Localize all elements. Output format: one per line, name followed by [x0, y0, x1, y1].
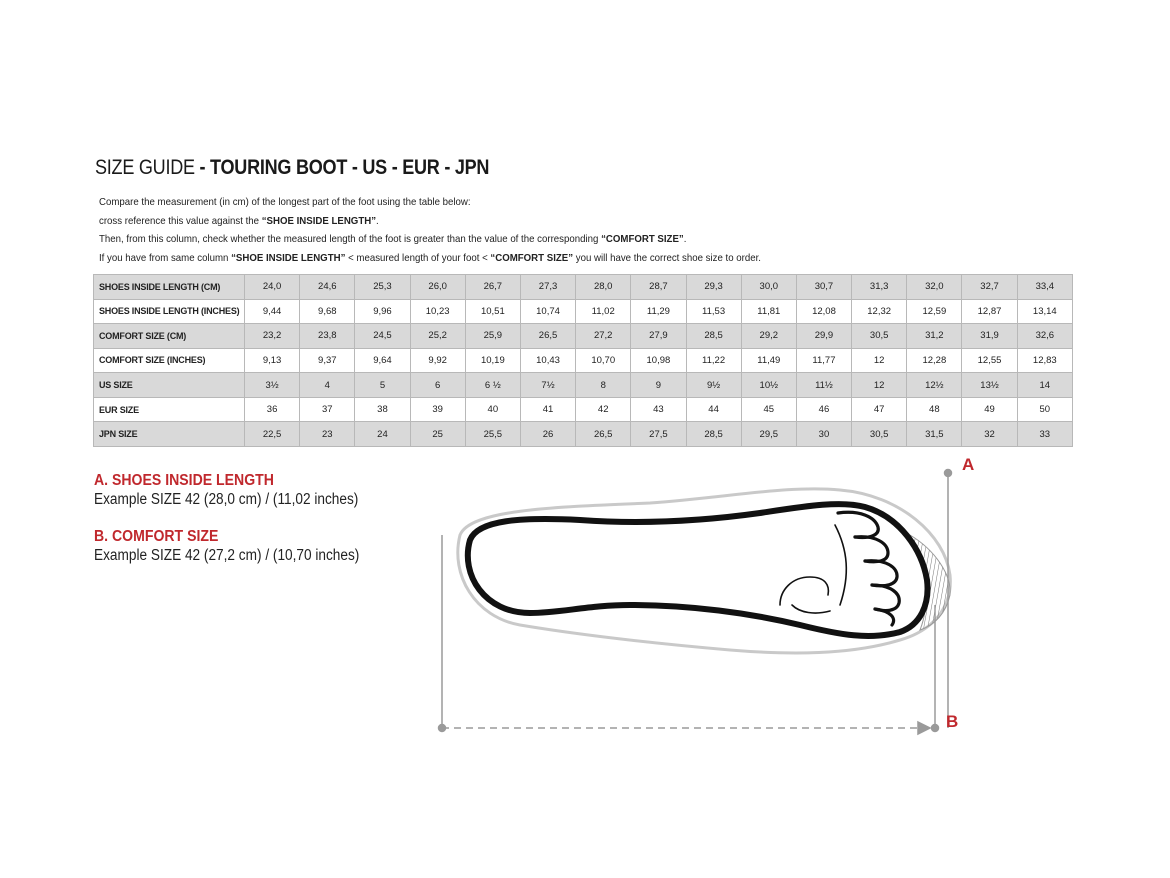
table-cell: 50: [1017, 397, 1072, 422]
instructions: [99, 193, 761, 267]
table-cell: 30: [796, 422, 851, 447]
table-cell: 26,5: [520, 324, 575, 349]
table-cell: 30,0: [741, 275, 796, 300]
table-cell: 9,68: [300, 299, 355, 324]
table-cell: 48: [907, 397, 962, 422]
table-cell: 24,6: [300, 275, 355, 300]
table-cell: 23: [300, 422, 355, 447]
table-cell: 11,29: [631, 299, 686, 324]
table-cell: 25,2: [410, 324, 465, 349]
table-cell: 7½: [520, 373, 575, 398]
table-cell: 32,0: [907, 275, 962, 300]
legend-b-title: B. COMFORT SIZE: [94, 528, 219, 545]
table-cell: 12,87: [962, 299, 1017, 324]
row-label: SHOES INSIDE LENGTH (CM): [94, 275, 245, 300]
instruction-line-1: Compare the measurement (in cm) of the longest part of the foot using the table below:: [99, 196, 471, 208]
legend-b-example: Example SIZE 42 (27,2 cm) / (10,70 inches): [94, 547, 360, 564]
table-cell: 4: [300, 373, 355, 398]
table-cell: 37: [300, 397, 355, 422]
table-cell: 13,14: [1017, 299, 1072, 324]
table-cell: 30,7: [796, 275, 851, 300]
row-label: US SIZE: [94, 373, 245, 398]
table-cell: 10,74: [520, 299, 575, 324]
table-cell: 9,96: [355, 299, 410, 324]
table-row: [94, 373, 1073, 398]
instruction-line-2: cross reference this value against the “SHOE INSIDE LENGTH”.: [99, 214, 379, 227]
table-cell: 29,5: [741, 422, 796, 447]
table-cell: 12½: [907, 373, 962, 398]
table-cell: 23,2: [245, 324, 300, 349]
table-cell: 46: [796, 397, 851, 422]
table-cell: 28,5: [686, 324, 741, 349]
table-cell: 10½: [741, 373, 796, 398]
table-cell: 49: [962, 397, 1017, 422]
table-cell: 9,13: [245, 348, 300, 373]
legend-a: [94, 472, 358, 509]
table-cell: 12,55: [962, 348, 1017, 373]
table-cell: 28,7: [631, 275, 686, 300]
table-cell: 31,3: [852, 275, 907, 300]
table-cell: 9: [631, 373, 686, 398]
table-row: [94, 324, 1073, 349]
table-cell: 10,19: [465, 348, 520, 373]
table-cell: 12,28: [907, 348, 962, 373]
foot-sole: [468, 504, 928, 636]
table-cell: 11,02: [576, 299, 631, 324]
table-cell: 30,5: [852, 324, 907, 349]
table-cell: 27,2: [576, 324, 631, 349]
table-cell: 12: [852, 373, 907, 398]
table-cell: 36: [245, 397, 300, 422]
marker-a: A: [962, 455, 975, 474]
table-cell: 26,0: [410, 275, 465, 300]
table-cell: 3½: [245, 373, 300, 398]
table-row: [94, 422, 1073, 447]
table-row: [94, 348, 1073, 373]
table-cell: 25: [410, 422, 465, 447]
table-cell: 12,59: [907, 299, 962, 324]
table-cell: 45: [741, 397, 796, 422]
table-cell: 24,5: [355, 324, 410, 349]
row-label: SHOES INSIDE LENGTH (INCHES): [94, 299, 245, 324]
legend-b: [94, 528, 359, 565]
table-cell: 10,23: [410, 299, 465, 324]
table-cell: 11,49: [741, 348, 796, 373]
arch-lines: [780, 525, 846, 613]
table-cell: 40: [465, 397, 520, 422]
table-cell: 43: [631, 397, 686, 422]
table-cell: 9,92: [410, 348, 465, 373]
instruction-line-4: If you have from same column “SHOE INSIDE LENGTH” < measured length of your foot < “COMFORT SIZE” you will have the correct shoe size to order.: [99, 251, 761, 264]
table-cell: 12,32: [852, 299, 907, 324]
row-label: COMFORT SIZE (INCHES): [94, 348, 245, 373]
table-row: [94, 299, 1073, 324]
table-cell: 11,22: [686, 348, 741, 373]
table-cell: 11,53: [686, 299, 741, 324]
table-cell: 26,7: [465, 275, 520, 300]
table-cell: 41: [520, 397, 575, 422]
marker-b: B: [946, 712, 959, 731]
table-cell: 31,9: [962, 324, 1017, 349]
table-cell: 10,98: [631, 348, 686, 373]
table-cell: 27,9: [631, 324, 686, 349]
table-cell: 39: [410, 397, 465, 422]
table-cell: 13½: [962, 373, 1017, 398]
table-cell: 27,3: [520, 275, 575, 300]
table-cell: 31,2: [907, 324, 962, 349]
table-cell: 12,08: [796, 299, 851, 324]
table-cell: 9,37: [300, 348, 355, 373]
table-cell: 9,64: [355, 348, 410, 373]
legend-a-example: Example SIZE 42 (28,0 cm) / (11,02 inches): [94, 491, 359, 508]
table-cell: 47: [852, 397, 907, 422]
table-cell: 23,8: [300, 324, 355, 349]
table-cell: 11½: [796, 373, 851, 398]
table-cell: 10,43: [520, 348, 575, 373]
table-cell: 29,3: [686, 275, 741, 300]
table-cell: 26,5: [576, 422, 631, 447]
page-title: [95, 156, 489, 180]
table-cell: 32: [962, 422, 1017, 447]
table-cell: 44: [686, 397, 741, 422]
table-cell: 10,51: [465, 299, 520, 324]
row-label: JPN SIZE: [94, 422, 245, 447]
table-cell: 32,7: [962, 275, 1017, 300]
table-cell: 31,5: [907, 422, 962, 447]
table-cell: 32,6: [1017, 324, 1072, 349]
table-cell: 6 ½: [465, 373, 520, 398]
table-cell: 9,44: [245, 299, 300, 324]
table-cell: 33: [1017, 422, 1072, 447]
size-table: [93, 274, 1073, 447]
table-cell: 25,5: [465, 422, 520, 447]
title-prefix: SIZE GUIDE: [95, 156, 195, 179]
table-cell: 29,9: [796, 324, 851, 349]
instruction-line-3: Then, from this column, check whether the measured length of the foot is greater than the value of the corresponding “COMFORT SIZE”.: [99, 233, 687, 245]
table-row: [94, 397, 1073, 422]
table-cell: 28,5: [686, 422, 741, 447]
table-cell: 14: [1017, 373, 1072, 398]
table-cell: 26: [520, 422, 575, 447]
title-main: - TOURING BOOT - US - EUR - JPN: [194, 156, 490, 179]
table-cell: 22,5: [245, 422, 300, 447]
table-cell: 12,83: [1017, 348, 1072, 373]
table-cell: 24,0: [245, 275, 300, 300]
foot-diagram: [430, 455, 990, 745]
table-cell: 42: [576, 397, 631, 422]
table-cell: 27,5: [631, 422, 686, 447]
table-cell: 38: [355, 397, 410, 422]
table-cell: 10,70: [576, 348, 631, 373]
row-label: COMFORT SIZE (CM): [94, 324, 245, 349]
table-cell: 25,3: [355, 275, 410, 300]
table-cell: 11,81: [741, 299, 796, 324]
table-cell: 28,0: [576, 275, 631, 300]
table-row: [94, 275, 1073, 300]
table-cell: 8: [576, 373, 631, 398]
table-cell: 5: [355, 373, 410, 398]
legend-a-title: A. SHOES INSIDE LENGTH: [94, 472, 274, 489]
row-label: EUR SIZE: [94, 397, 245, 422]
table-cell: 9½: [686, 373, 741, 398]
table-cell: 25,9: [465, 324, 520, 349]
table-cell: 33,4: [1017, 275, 1072, 300]
toe-lines: [838, 512, 899, 625]
table-cell: 11,77: [796, 348, 851, 373]
table-cell: 29,2: [741, 324, 796, 349]
table-cell: 24: [355, 422, 410, 447]
table-cell: 6: [410, 373, 465, 398]
table-cell: 30,5: [852, 422, 907, 447]
table-cell: 12: [852, 348, 907, 373]
